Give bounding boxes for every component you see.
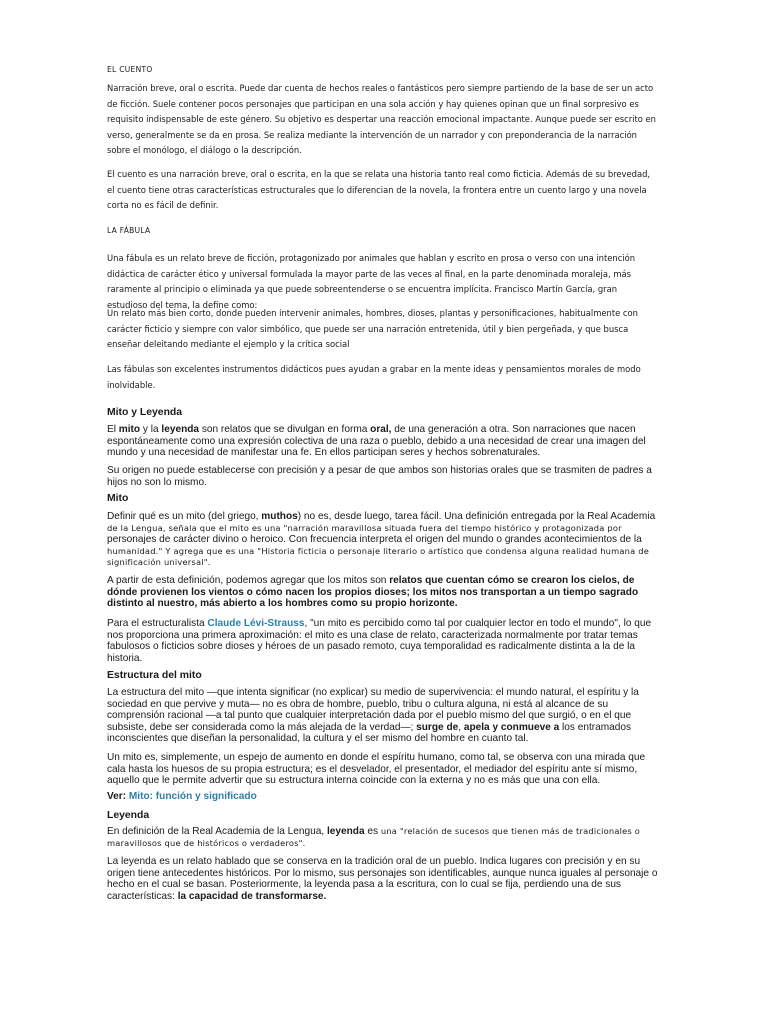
mito-heading: Mito xyxy=(107,493,129,504)
leyenda-paragraph-2: La leyenda es un relato hablado que se conserva en la tradición oral de un pueblo. Indica lugares con precisión y en su origen tiene antecedentes históricos. Por lo mismo, sus personajes son identificables, aunque nunca iguales al personaje o hecho en el cual se basan. Posteriormente, la leyenda pasa a la escritura, con lo cual se fija, perdiendo una de sus características: la capacidad de transformarse. xyxy=(107,856,658,902)
cuento-heading: EL CUENTO xyxy=(107,65,153,74)
mito-leyenda-paragraph-1: El mito y la leyenda son relatos que se divulgan en forma oral, de una generación a otra. Son narraciones que nacen espontáneamente como una expresión colectiva de una raza o pueblo, debido a una necesidad de crear una imagen del mundo y una necesidad de manifestar una fe. En ellos participan seres y hechos sobrenaturales. xyxy=(107,424,646,459)
ver-line: Ver: Mito: función y significado xyxy=(107,791,257,802)
mito-paragraph-3: Para el estructuralista Claude Lévi-Strauss, "un mito es percibido como tal por cualquier lector en todo el mundo", lo que nos proporciona una primera aproximación: el mito es una clase de relato, caracterizada normalmente por tratar temas fabulosos o ficticios sobre dioses y héroes de un pasado remoto, cuya temporalidad es radicalmente distinta a la de la historia. xyxy=(107,618,652,664)
estructura-paragraph-2: Un mito es, simplemente, un espejo de aumento en donde el espíritu humano, como tal, se observa con una mirada que cala hasta los huesos de su propia estructura; es el desvelador, el presentador, el mediador del espíritu ante sí mismo, aquello que le permite advertir que su estructura interna coincide con la externa y no es más que una con ella. xyxy=(107,752,646,787)
leyenda-heading: Leyenda xyxy=(107,810,150,821)
levi-strauss-link[interactable]: Claude Lévi-Strauss xyxy=(207,618,305,629)
mito-paragraph-2: A partir de esta definición, podemos agregar que los mitos son relatos que cuentan cómo se crearon los cielos, de dónde provienen los vientos o cómo nacen los propios dioses; los mitos nos transportan a un tiempo sagrado distinto al nuestro, más abierto a los hombres como su propio horizonte. xyxy=(107,575,639,610)
mito-paragraph-1: Definir qué es un mito (del griego, muthos) no es, desde luego, tarea fácil. Una definición entregada por la Real Academia de la Lengua, señala que el mito es una "narración maravillosa situada fuera del tiempo histórico y protagonizada por personajes de carácter divino o heroico. Con frecuencia interpreta el origen del mundo o grandes acontecimientos de la humanidad." Y agrega que es una "Historia ficticia o personaje literario o artístico que condensa alguna realidad humana de significación universal". xyxy=(107,511,656,568)
leyenda-paragraph-1: En definición de la Real Academia de la Lengua, leyenda es una "relación de sucesos que tienen más de tradicionales o maravillosos que de históricos o verdaderos". xyxy=(107,826,641,848)
estructura-paragraph-1: La estructura del mito —que intenta significar (no explicar) su medio de supervivencia: el mundo natural, el espíritu y la sociedad en que pervive y muta— no es obra de hombre, pueblo, tribu o cultura alguna, ni está al alcance de su comprensión racional —a tal punto que cualquier interpretación dada por el pueblo mismo del que surgió, o en el que subsiste, debe ser considerada como la más alejada de la verdad—; surge de, apela y conmueve a los entramados inconscientes que diseñan la personalidad, la cultura y el ser mismo del hombre en cuanto tal. xyxy=(107,687,639,745)
fabula-paragraph-1: Una fábula es un relato breve de ficción, protagonizado por animales que hablan y escrito en prosa o verso con una intención didáctica de carácter ético y universal formulada la mayor parte de las veces al final, en la parte denominada moraleja, más raramente al principio o eliminada ya que puede sobreentenderse o se encuentra implícita. Francisco Martín García, gran estudioso del tema, la define como: xyxy=(107,253,636,310)
fabula-paragraph-2: Un relato más bien corto, donde pueden intervenir animales, hombres, dioses, plantas y personificaciones, habitualmente con carácter ficticio y siempre con valor simbólico, que puede ser una narración entretenida, útil y bien pergeñada, y que busca enseñar deleitando mediante el ejemplo y la crítica social xyxy=(107,308,638,350)
fabula-heading: LA FÁBULA xyxy=(107,226,151,235)
mito-leyenda-heading: Mito y Leyenda xyxy=(107,407,183,418)
estructura-heading: Estructura del mito xyxy=(107,670,202,681)
mito-funcion-link[interactable]: Mito: función y significado xyxy=(128,791,257,802)
fabula-paragraph-3: Las fábulas son excelentes instrumentos didácticos pues ayudan a grabar en la mente ideas y pensamientos morales de modo inolvidable. xyxy=(107,364,641,390)
mito-leyenda-paragraph-2: Su origen no puede establecerse con precisión y a pesar de que ambos son historias orales que se trasmiten de padres a hijos no son lo mismo. xyxy=(107,465,652,488)
cuento-paragraph-2: El cuento es una narración breve, oral o escrita, en la que se relata una historia tanto real como ficticia. Además de su brevedad, el cuento tiene otras características estructurales que lo diferencian de la novela, la frontera entre un cuento largo y una novela corta no es fácil de definir. xyxy=(107,169,651,211)
cuento-paragraph-1: Narración breve, oral o escrita. Puede dar cuenta de hechos reales o fantásticos pero siempre partiendo de la base de ser un acto de ficción. Suele contener pocos personajes que participan en una sola acción y hay quienes opinan que un final sorpresivo es requisito indispensable de este género. Su objetivo es despertar una reacción emocional impactante. Aunque puede ser escrito en verso, generalmente se da en prosa. Se realiza mediante la intervención de un narrador y con preponderancia de la narración sobre el monólogo, el diálogo o la descripción. xyxy=(107,83,656,156)
